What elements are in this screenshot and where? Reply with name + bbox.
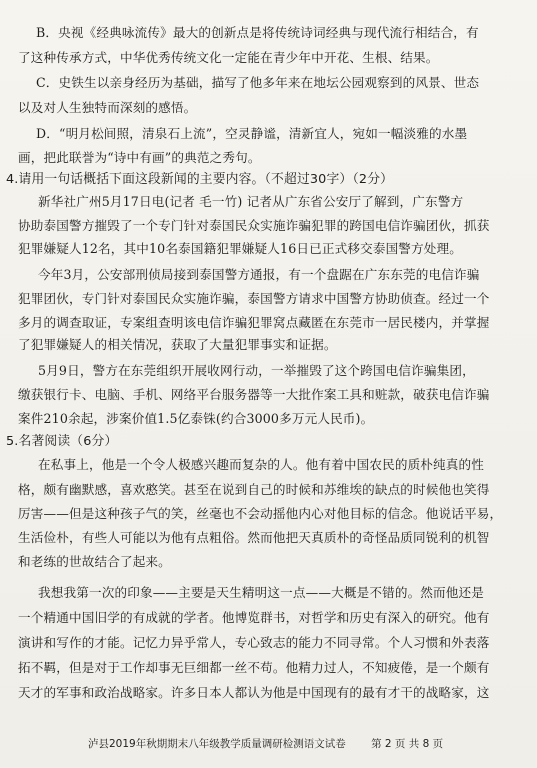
news-line: 今年3月，公安部刑侦局接到泰国警方通报，有一个盘踞在广东东莞的电信诈骗: [38, 267, 480, 282]
news-line: 5月9日，警方在东莞组织开展收网行动，一举摧毁了这个跨国电信诈骗集团，: [38, 363, 475, 378]
question-5-heading: 5.名著阅读（6分）: [6, 434, 118, 449]
news-line: 案件210余起，涉案价值1.5亿泰铢(约合3000多万元人民币)。: [18, 411, 374, 426]
exam-title: 泸县2019年秋期期末八年级教学质量调研检测语文试卷: [88, 738, 346, 750]
reading-line: 天才的军事和政治战略家。许多日本人都认为他是中国现有的最有才干的战略家，这: [18, 685, 490, 700]
question-4-heading: 4.请用一句话概括下面这段新闻的主要内容。（不超过30字）（2分）: [6, 172, 394, 187]
reading-line: 生活俭朴，有些人可能以为他有点粗俗。然而他把天真质朴的奇怪品质同锐利的机智: [18, 530, 490, 545]
news-line: 多月的调查取证，专案组查明该电信诈骗犯罪窝点藏匿在东莞市一居民楼内，并掌握: [18, 315, 490, 330]
option-d-line-1: D．“明月松间照，清泉石上流”，空灵静谧，清新宜人，宛如一幅淡雅的水墨: [36, 126, 468, 141]
reading-line: 厉害——但是这种孩子气的笑，丝毫也不会动摇他内心对他目标的信念。他说话平易，: [18, 506, 503, 521]
news-line: 新华社广州5月17日电(记者 毛一竹) 记者从广东省公安厅了解到，广东警方: [38, 194, 464, 209]
reading-line: 拓不羁，但是对于工作却事无巨细都一丝不苟。他精力过人，不知疲倦，是一个颇有: [18, 660, 490, 675]
news-line: 了犯罪嫌疑人的相关情况，获取了大量犯罪事实和证据。: [18, 337, 337, 352]
option-b-line-1: B．央视《经典咏流传》最大的创新点是将传统诗词经典与现代流行相结合，有: [36, 25, 479, 40]
reading-line: 在私事上，他是一个令人极感兴趣而复杂的人。他有着中国农民的质朴纯真的性: [38, 457, 485, 472]
reading-line: 一个精通中国旧学的有成就的学者。他博览群书，对哲学和历史有深入的研究。他有: [18, 610, 490, 625]
option-b-line-2: 了这种传承方式，中华优秀传统文化一定能在青少年中开花、生根、结果。: [18, 50, 439, 65]
reading-line: 我想我第一次的印象——主要是天生精明这一点——大概是不错的。然而他还是: [38, 585, 485, 600]
news-line: 缴获银行卡、电脑、手机、网络平台服务器等一大批作案工具和赃款，破获电信诈骗: [18, 387, 490, 402]
news-line: 犯罪团伙，专门针对泰国民众实施诈骗，泰国警方请求中国警方协助侦查。经过一个: [18, 291, 490, 306]
reading-line: 和老练的世故结合了起来。: [18, 554, 171, 569]
option-c-line-1: C．史铁生以亲身经历为基础，描写了他多年来在地坛公园观察到的风景、世态: [36, 75, 480, 90]
news-line: 协助泰国警方摧毁了一个专门针对泰国民众实施诈骗犯罪的跨国电信诈骗团伙，抓获: [18, 218, 490, 233]
reading-line: 格，颇有幽默感，喜欢憨笑。甚至在说到自己的时候和苏维埃的缺点的时候他也笑得: [18, 482, 490, 497]
option-d-line-2: 画，把此联誉为“诗中有画”的典范之秀句。: [18, 150, 261, 165]
reading-line: 演讲和写作的才能。记忆力异乎常人，专心致志的能力不同寻常。个人习惯和外表落: [18, 635, 490, 650]
page-number: 第 2 页 共 8 页: [371, 738, 444, 750]
option-c-line-2: 以及对人生独特而深刻的感悟。: [18, 100, 197, 115]
page-footer: [88, 736, 465, 751]
news-line: 犯罪嫌疑人12名，其中10名泰国籍犯罪嫌疑人16日已正式移交泰国警方处理。: [18, 241, 463, 256]
